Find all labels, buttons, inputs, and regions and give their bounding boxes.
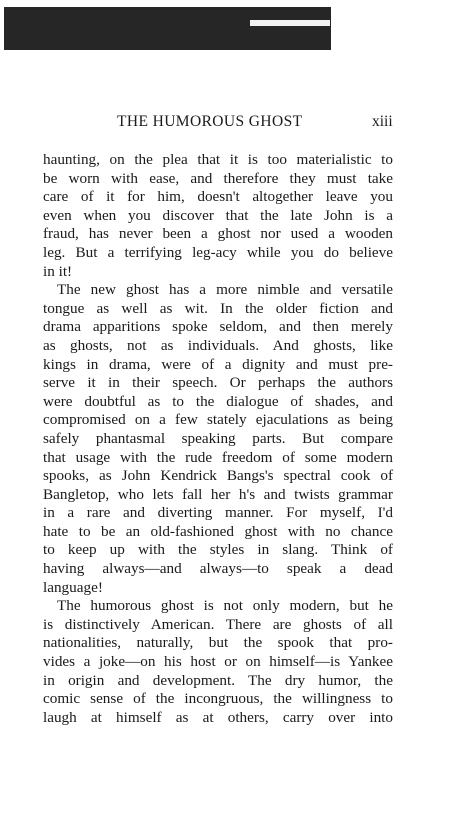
text-line: hate to be an old-fashioned ghost with no chance [43, 522, 393, 540]
text-line: that usage with the rude freedom of some modern [43, 448, 393, 466]
text-line: having always—and always—to speak a dead [43, 560, 393, 578]
text-line: is distinctively American. There are ghosts of all [43, 615, 393, 633]
text-line: haunting, on the plea that it is too materialistic to [43, 151, 393, 168]
text-line: comic sense of the incongruous, the willingness to [43, 690, 393, 708]
text-line: in it! [43, 262, 73, 280]
text-line: leg. But a terrifying leg-acy while you do believe [43, 243, 393, 261]
text-line: laugh at himself as at others, carry over into [43, 708, 393, 726]
page-header [0, 113, 469, 133]
text-line: drama apparitions spoke seldom, and then merely [43, 318, 393, 336]
text-line: were doubtful as to the dialogue of shades, and [43, 392, 393, 410]
text-line: in origin and development. The dry humor, the [43, 671, 393, 689]
text-line: nationalities, naturally, but the spook that pro- [43, 634, 393, 652]
scan-artifact-bar [4, 7, 331, 50]
running-title: THE HUMOROUS GHOST [117, 113, 303, 130]
text-line: Bangletop, who lets fall her h's and twists grammar [43, 485, 393, 503]
text-line: vides a joke—on his host or on himself—is Yankee [43, 653, 393, 671]
text-line: The new ghost has a more nimble and versatile [57, 281, 393, 299]
text-line: safely phantasmal speaking parts. But compare [43, 429, 393, 447]
text-line: spooks, as John Kendrick Bangs's spectral cook of [43, 467, 393, 485]
text-line: serve it in their speech. Or perhaps the authors [43, 374, 393, 392]
text-line: even when you discover that the late John is a [43, 206, 393, 224]
body-text [43, 151, 393, 727]
text-line: in a rare and diverting manner. For myself, I'd [43, 504, 393, 522]
text-line: be worn with ease, and therefore they must take [43, 169, 393, 187]
page-number: xiii [372, 113, 393, 130]
text-line: tongue as well as wit. In the older fiction and [43, 299, 393, 317]
text-line: kings in drama, were of a dignity and must pre- [43, 355, 393, 373]
text-line: to keep up with the styles in slang. Think of [43, 541, 393, 559]
text-line: fraud, has never been a ghost nor used a wooden [43, 225, 393, 243]
text-line: The humorous ghost is not only modern, but he [57, 597, 393, 615]
text-line: language! [43, 578, 103, 596]
text-line: compromised on a few stately ejaculations as being [43, 411, 393, 429]
text-line: as ghosts, not as individuals. And ghosts, like [43, 336, 393, 354]
scan-artifact-notch [250, 20, 330, 26]
text-line: care of it for him, doesn't altogether leave you [43, 188, 393, 206]
